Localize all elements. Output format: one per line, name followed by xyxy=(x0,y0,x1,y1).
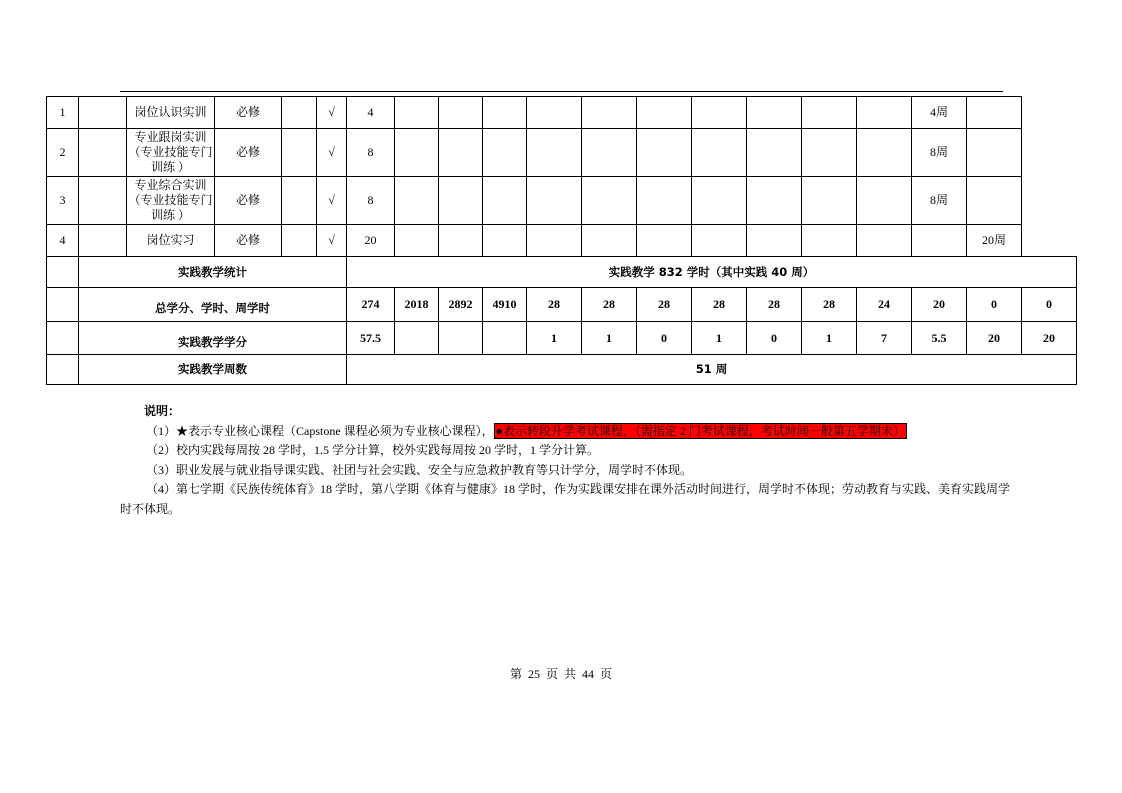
practice-credits-label: 实践教学学分 xyxy=(79,322,347,355)
course-name: 专业跟岗实训（专业技能专门训练 ） xyxy=(127,129,215,177)
weeks-cell: 4周 xyxy=(912,97,967,129)
table-row xyxy=(47,97,1077,129)
practice-weeks-row xyxy=(47,355,1077,385)
row-number: 1 xyxy=(47,97,79,129)
practice-credit-value: 7 xyxy=(857,322,912,355)
note-1-highlight: ●表示转段升学考试课程，（需指定 2 门考试课程，考试时间一般第五学期末） xyxy=(495,423,905,438)
totals-value: 0 xyxy=(1022,288,1077,322)
row-number: 2 xyxy=(47,129,79,177)
totals-value: 2018 xyxy=(395,288,439,322)
stat-label: 实践教学统计 xyxy=(79,257,347,288)
totals-value: 4910 xyxy=(483,288,527,322)
course-name: 岗位认识实训 xyxy=(127,97,215,129)
table-row xyxy=(47,177,1077,225)
practice-weeks-value: 51 周 xyxy=(347,355,1077,385)
totals-value: 24 xyxy=(857,288,912,322)
stat-row xyxy=(47,257,1077,288)
practice-credits-row xyxy=(47,322,1077,355)
credit-cell: 20 xyxy=(347,225,395,257)
notes-title: 说明： xyxy=(144,404,181,418)
course-name: 专业综合实训（专业技能专门训练 ） xyxy=(127,177,215,225)
totals-value: 0 xyxy=(967,288,1022,322)
last-col-cell xyxy=(967,97,1022,129)
totals-row xyxy=(47,288,1077,322)
weeks-cell xyxy=(912,225,967,257)
practice-credit-value xyxy=(483,322,527,355)
totals-value: 20 xyxy=(912,288,967,322)
totals-value: 28 xyxy=(802,288,857,322)
course-type: 必修 xyxy=(215,177,282,225)
practice-credit-value: 20 xyxy=(1022,322,1077,355)
last-col-cell xyxy=(967,177,1022,225)
note-1 xyxy=(120,422,1020,442)
practice-credit-value: 0 xyxy=(747,322,802,355)
totals-value: 28 xyxy=(527,288,582,322)
totals-value: 28 xyxy=(747,288,802,322)
page-number: 第 25 页 共 44 页 xyxy=(509,667,612,681)
practice-credit-value xyxy=(439,322,483,355)
credit-cell: 4 xyxy=(347,97,395,129)
weeks-cell: 8周 xyxy=(912,129,967,177)
note-4: （4）第七学期《民族传统体育》18 学时，第八学期《体育与健康》18 学时，作为实践课安排在课外活动时间进行，周学时不体现；劳动教育与实践、美育实践周学 xyxy=(146,482,1011,496)
practice-credit-value: 5.5 xyxy=(912,322,967,355)
credit-cell: 8 xyxy=(347,177,395,225)
practice-credit-value: 1 xyxy=(692,322,747,355)
practice-credit-value: 0 xyxy=(637,322,692,355)
course-type: 必修 xyxy=(215,225,282,257)
check-mark: √ xyxy=(317,97,347,129)
totals-value: 274 xyxy=(347,288,395,322)
row-number: 4 xyxy=(47,225,79,257)
check-mark: √ xyxy=(317,177,347,225)
note-2: （2）校内实践每周按 28 学时，1.5 学分计算，校外实践每周按 20 学时，1 学分计算。 xyxy=(146,443,600,457)
totals-value: 28 xyxy=(582,288,637,322)
practice-credit-value: 57.5 xyxy=(347,322,395,355)
practice-credit-value: 1 xyxy=(582,322,637,355)
row-number: 3 xyxy=(47,177,79,225)
practice-weeks-label: 实践教学周数 xyxy=(79,355,347,385)
last-col-cell: 20周 xyxy=(967,225,1022,257)
practice-credit-value: 1 xyxy=(527,322,582,355)
totals-label: 总学分、学时、周学时 xyxy=(79,288,347,322)
table-row xyxy=(47,225,1077,257)
header-rule xyxy=(120,91,1003,92)
note-1-text: （1）★表示专业核心课程（Capstone 课程必须为专业核心课程）， xyxy=(146,423,494,438)
stat-value: 实践教学 832 学时（其中实践 40 周） xyxy=(347,257,1077,288)
check-mark: √ xyxy=(317,225,347,257)
note-4-continued: 时不体现。 xyxy=(120,501,181,516)
practice-credit-value xyxy=(395,322,439,355)
table-row xyxy=(47,129,1077,177)
totals-value: 2892 xyxy=(439,288,483,322)
course-type: 必修 xyxy=(215,97,282,129)
practice-credit-value: 20 xyxy=(967,322,1022,355)
practice-teaching-table xyxy=(46,96,1077,385)
credit-cell: 8 xyxy=(347,129,395,177)
totals-value: 28 xyxy=(637,288,692,322)
note-3: （3）职业发展与就业指导课实践、社团与社会实践、安全与应急救护教育等只计学分，周学时不体现。 xyxy=(146,462,693,477)
weeks-cell: 8周 xyxy=(912,177,967,225)
last-col-cell xyxy=(967,129,1022,177)
course-type: 必修 xyxy=(215,129,282,177)
course-name: 岗位实习 xyxy=(127,225,215,257)
totals-value: 28 xyxy=(692,288,747,322)
practice-credit-value: 1 xyxy=(802,322,857,355)
check-mark: √ xyxy=(317,129,347,177)
notes-section xyxy=(120,402,1020,519)
